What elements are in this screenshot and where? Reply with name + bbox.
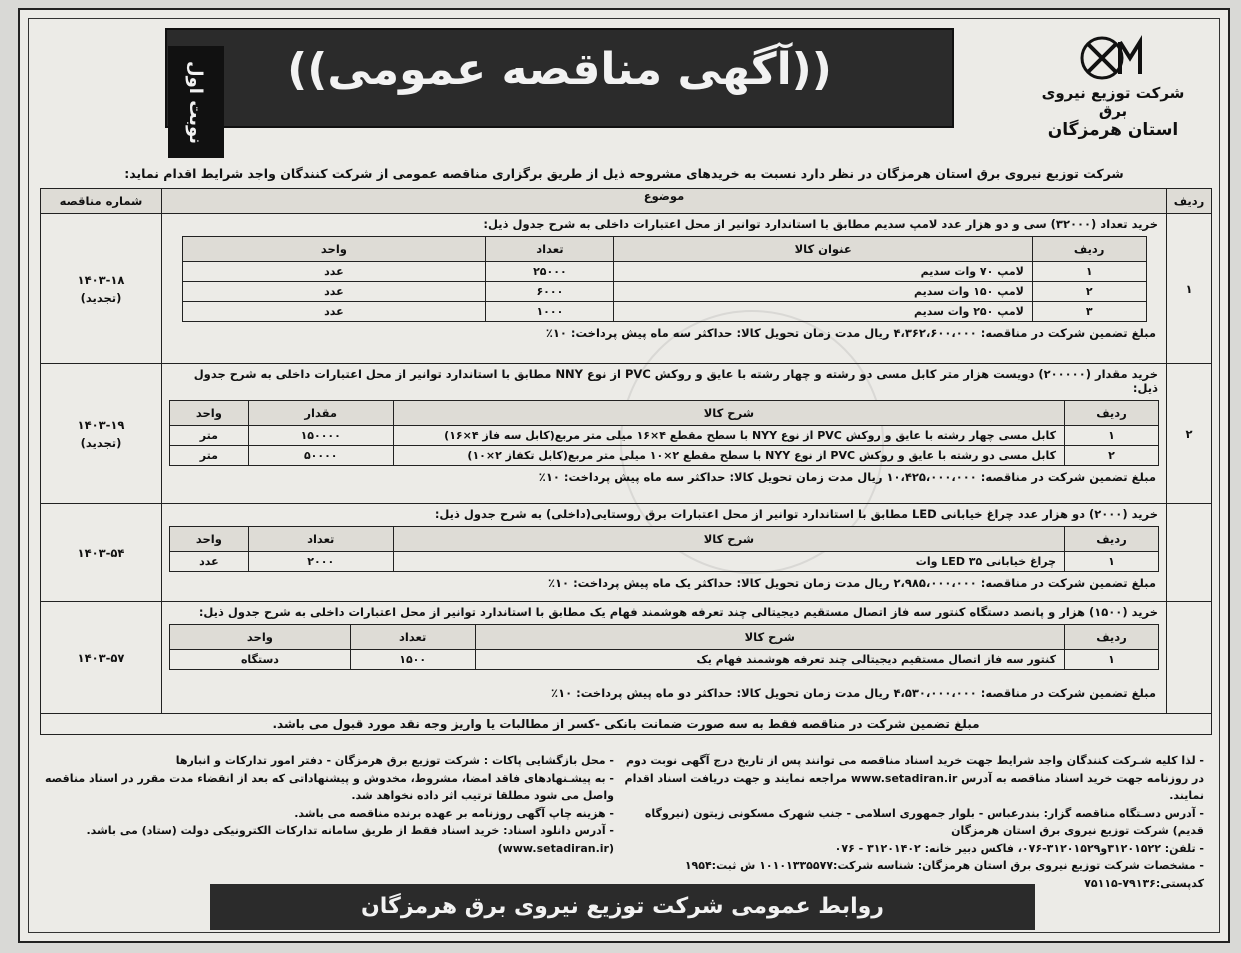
goods-header: شرح کالا (475, 625, 1065, 650)
goods-header: ردیف (1065, 401, 1159, 426)
tender-title: خرید مقدار (۲۰۰۰۰۰) دویست هزار متر کابل مسی دو رشته و چهار رشته با عایق و روکش PVC از نوع NNY مطابق با استاندارد توانیر از محل اعتبارات داخلی به شرح جدول ذیل: (193, 367, 1158, 395)
tender-number: ۱۴۰۳-۱۹ (77, 417, 125, 432)
tender-row-index: ۱ (1167, 214, 1212, 364)
notice-page (18, 8, 1230, 943)
tower-logo-icon (1078, 32, 1148, 84)
notes-left-column (44, 752, 614, 857)
goods-header: واحد (170, 625, 351, 650)
tender-row-index (1167, 602, 1212, 714)
goods-cell: ۲۵۰۰۰ (486, 262, 614, 282)
note-item: - تلفن: ۳۱۲۰۱۵۲۲و۳۱۲۰۱۵۲۹-۰۷۶، فاکس دبیر خانه: ۳۱۲۰۱۴۰۲ - ۰۷۶ (834, 841, 1204, 855)
note-item: - آدرس دسـتگاه مناقصه گزار: بندرعباس - بلوار جمهوری اسلامی - جنب شهرک مسکونی زیتون (نیروگاه قدیم) شرکت توزیع نیروی برق استان هرمزگان (644, 806, 1204, 837)
goods-cell: عدد (182, 302, 486, 322)
goods-header: واحد (170, 401, 249, 426)
tender-title: خرید تعداد (۳۲۰۰۰) سی و دو هزار عدد لامپ سدیم مطابق با استاندارد توانیر از محل اعتبارات داخلی به شرح جدول ذیل: (483, 217, 1158, 231)
title-banner (165, 28, 954, 128)
final-note: مبلغ تضمین شرکت در مناقصه فقط به سه صورت ضمانت بانکی -کسر از مطالبات یا واریز وجه نقد مورد قبول می باشد. (41, 714, 1212, 735)
guarantee-text: مبلغ تضمین شرکت در مناقصه: ۱۰،۴۲۵،۰۰۰،۰۰۰ ریال مدت زمان تحویل کالا: حداکثر سه ماه پیش پرداخت: ۱۰٪ (538, 470, 1156, 484)
round-badge (168, 46, 224, 158)
page-title: ((آگهی مناقصه عمومی)) (287, 44, 832, 95)
footer-banner: روابط عمومی شرکت توزیع نیروی برق هرمزگان (210, 884, 1035, 930)
goods-cell: ۱۵۰۰۰۰ (248, 426, 393, 446)
goods-header: شرح کالا (393, 527, 1064, 552)
goods-header: عنوان کالا (614, 237, 1032, 262)
goods-header: واحد (170, 527, 249, 552)
goods-header: شرح کالا (393, 401, 1064, 426)
guarantee-text: مبلغ تضمین شرکت در مناقصه: ۴،۳۶۲،۶۰۰،۰۰۰ ریال مدت زمان تحویل کالا: حداکثر سه ماه پیش پرداخت: ۱۰٪ (545, 326, 1156, 340)
company-province: استان هرمزگان (1047, 120, 1179, 140)
goods-cell: ۲ (1065, 446, 1159, 466)
notes-section (44, 752, 1204, 890)
tender-row (41, 602, 1212, 714)
goods-cell: لامپ ۱۵۰ وات سدیم (614, 282, 1032, 302)
header-tender-number: شماره مناقصه (41, 189, 162, 214)
tender-subject (162, 602, 1167, 714)
goods-cell: متر (170, 446, 249, 466)
tender-title: خرید (۱۵۰۰) هزار و پانصد دستگاه کنتور سه فاز اتصال مستقیم دیجیتالی چند تعرفه هوشمند فهام یک مطابق با استاندارد توانیر از محل اعتبارات داخلی به شرح جدول ذیل: (198, 605, 1158, 619)
tender-number: ۱۴۰۳-۵۷ (77, 650, 125, 665)
goods-cell: ۱۰۰۰ (486, 302, 614, 322)
goods-cell: ۱۵۰۰ (350, 650, 475, 670)
goods-header: تعداد (350, 625, 475, 650)
tender-table (40, 188, 1212, 735)
tender-subject (162, 214, 1167, 364)
renewal-note: (تجدید) (80, 290, 122, 305)
intro-text: شرکت توزیع نیروی برق استان هرمزگان در نظر دارد نسبت به خریدهای مشروحه ذیل از طریق برگزاری مناقصه عمومی از شرکت کنندگان واجد شرایط اقدام نماید: (124, 166, 1124, 181)
goods-cell: ۵۰۰۰۰ (248, 446, 393, 466)
note-item: - آدرس دانلود اسناد: خرید اسناد فقط از طریق سامانه تدارکات الکترونیکی دولت (ستاد) می باشد. (www.setadiran.ir) (86, 824, 614, 855)
goods-cell: چراغ خیابانی LED ۳۵ وات (393, 552, 1064, 572)
goods-table (169, 624, 1159, 670)
goods-table (169, 400, 1159, 466)
note-item: - محل بازگشایی پاکات : شرکت توزیع برق هرمزگان - دفتر امور تدارکات و انبارها (175, 754, 614, 767)
goods-header: تعداد (486, 237, 614, 262)
goods-row (170, 426, 1159, 446)
renewal-note: (تجدید) (80, 435, 122, 450)
goods-cell: لامپ ۷۰ وات سدیم (614, 262, 1032, 282)
tender-row (41, 364, 1212, 504)
goods-header: واحد (182, 237, 486, 262)
company-logo (1038, 32, 1188, 142)
goods-row (170, 650, 1159, 670)
tender-row (41, 504, 1212, 602)
goods-cell: کابل مسی دو رشته با عایق و روکش PVC از نوع NYY با سطح مقطع ۲×۱۰ میلی متر مربع(کابل تکفاز ۲×۱۰) (393, 446, 1064, 466)
goods-row (182, 302, 1146, 322)
goods-header: ردیف (1065, 625, 1159, 650)
goods-header: تعداد (248, 527, 393, 552)
tender-subject (162, 364, 1167, 504)
goods-row (170, 446, 1159, 466)
goods-cell: ۶۰۰۰ (486, 282, 614, 302)
note-item: - لذا کلیه شـرکت کنندگان واجد شرایط جهت خرید اسناد مناقصه می توانند پس از تاریخ درج آگهی نوبت دوم در روزنامه جهت خرید اسناد مناقصه به آدرس www.setadiran.ir مراجعه نمایند و جهت دریافت اسناد اقدام نمایند. (624, 754, 1204, 802)
goods-table (169, 526, 1159, 572)
guarantee-text: مبلغ تضمین شرکت در مناقصه: ۴،۵۳۰،۰۰۰،۰۰۰ ریال مدت زمان تحویل کالا: حداکثر دو ماه پیش پرداخت: ۱۰٪ (551, 686, 1156, 700)
goods-cell: ۱ (1065, 426, 1159, 446)
round-label: نوبت اول (185, 60, 207, 144)
tender-number-cell (41, 364, 162, 504)
header-subject: موضوع (162, 189, 1167, 214)
tender-title: خرید (۲۰۰۰) دو هزار عدد چراغ خیابانی LED مطابق با استاندارد توانیر از محل اعتبارات برق روستایی(داخلی) به شرح جدول ذیل: (434, 507, 1158, 521)
goods-table (182, 236, 1147, 322)
goods-cell: لامپ ۲۵۰ وات سدیم (614, 302, 1032, 322)
goods-row (182, 262, 1146, 282)
goods-cell: کابل مسی چهار رشته با عایق و روکش PVC از نوع NYY با سطح مقطع ۴×۱۶ میلی متر مربع(کابل سه فاز ۴×۱۶) (393, 426, 1064, 446)
goods-cell: ۱ (1032, 262, 1146, 282)
goods-cell: عدد (170, 552, 249, 572)
goods-header: ردیف (1032, 237, 1146, 262)
goods-cell: ۱ (1065, 650, 1159, 670)
goods-cell: عدد (182, 262, 486, 282)
final-note-row (41, 714, 1212, 735)
tender-table-header (41, 189, 1212, 214)
header-row: ردیف (1167, 189, 1212, 214)
goods-cell: ۲ (1032, 282, 1146, 302)
note-item: - مشخصات شرکت توزیع نیروی برق استان هرمزگان: شناسه شرکت:۱۰۱۰۱۳۳۵۵۷۷ ش ثبت:۱۹۵۴ کدپستی:۷۹۱۳۶-۷۵۱۱۵ (684, 859, 1204, 890)
tender-number-cell (41, 214, 162, 364)
goods-row (182, 282, 1146, 302)
guarantee-text: مبلغ تضمین شرکت در مناقصه: ۲،۹۸۵،۰۰۰،۰۰۰ ریال مدت زمان تحویل کالا: حداکثر یک ماه پیش پرداخت: ۱۰٪ (548, 576, 1156, 590)
tender-row-index: ۲ (1167, 364, 1212, 504)
company-name: شرکت توزیع نیروی برق (1041, 84, 1185, 120)
tender-number-cell (41, 504, 162, 602)
goods-cell: ۱ (1065, 552, 1159, 572)
tender-number: ۱۴۰۳-۵۴ (77, 545, 125, 560)
goods-header: مقدار (248, 401, 393, 426)
note-item: - به پیشـنهادهای فاقد امضا، مشروط، مخدوش و پیشنهاداتی که بعد از انقضاء مدت مقرر در اسناد مناقصه واصل می شود مطلقا ترتیب اثر داده نخواهد شد. (44, 771, 614, 802)
goods-cell: ۳ (1032, 302, 1146, 322)
goods-row (170, 552, 1159, 572)
goods-cell: ۲۰۰۰ (248, 552, 393, 572)
goods-cell: عدد (182, 282, 486, 302)
tender-subject (162, 504, 1167, 602)
goods-header: ردیف (1065, 527, 1159, 552)
tender-row (41, 214, 1212, 364)
goods-cell: دستگاه (170, 650, 351, 670)
tender-row-index (1167, 504, 1212, 602)
note-item: - هزینه چاپ آگهی روزنامه بر عهده برنده مناقصه می باشد. (294, 806, 614, 820)
tender-number: ۱۴۰۳-۱۸ (77, 272, 125, 287)
goods-cell: کنتور سه فاز اتصال مستقیم دیجیتالی چند تعرفه هوشمند فهام یک (475, 650, 1065, 670)
notes-right-column (614, 752, 1204, 892)
tender-number-cell (41, 602, 162, 714)
goods-cell: متر (170, 426, 249, 446)
